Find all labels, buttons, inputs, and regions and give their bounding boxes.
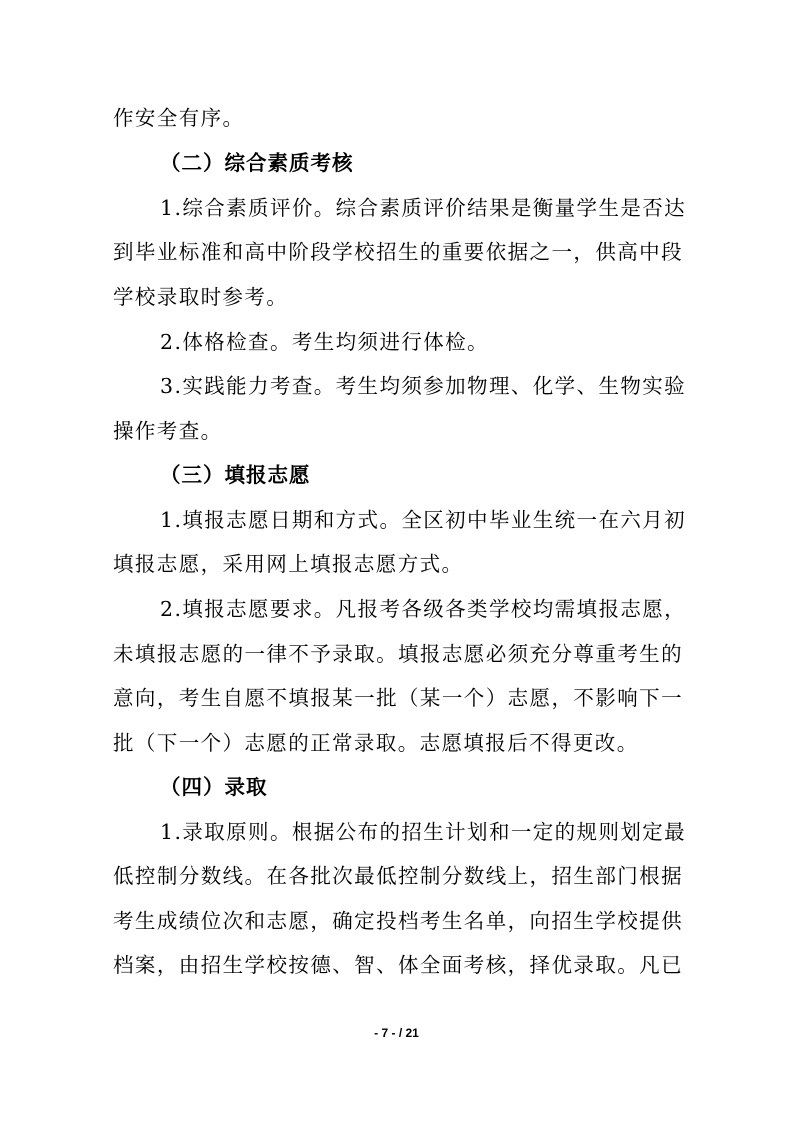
text-line: 2.填报志愿要求。凡报考各级各类学校均需填报志愿， (160, 597, 687, 621)
text-line: 1.填报志愿日期和方式。全区初中毕业生统一在六月初 (160, 508, 687, 532)
text-line: 档案，由招生学校按德、智、体全面考核，择优录取。凡已 (113, 953, 683, 977)
text-line: 1.录取原则。根据公布的招生计划和一定的规则划定最 (160, 820, 687, 844)
text-line: 考生成绩位次和志愿，确定投档考生名单，向招生学校提供 (113, 909, 683, 933)
text-line: 1.综合素质评价。综合素质评价结果是衡量学生是否达 (160, 196, 687, 220)
text-line: 到毕业标准和高中阶段学校招生的重要依据之一，供高中段 (113, 240, 683, 264)
text-line: 2.体格检查。考生均须进行体检。 (160, 330, 489, 354)
text-line: 填报志愿，采用网上填报志愿方式。 (113, 552, 464, 576)
text-line: 作安全有序。 (113, 106, 245, 130)
text-line: 3.实践能力考查。考生均须参加物理、化学、生物实验 (160, 374, 687, 398)
page-number: - 7 - / 21 (374, 1026, 419, 1040)
text-line: 未填报志愿的一律不予录取。填报志愿必须充分尊重考生的 (113, 642, 683, 666)
text-line: 批（下一个）志愿的正常录取。志愿填报后不得更改。 (113, 731, 639, 755)
text-line: 操作考查。 (113, 419, 223, 443)
text-line: 意向，考生自愿不填报某一批（某一个）志愿，不影响下一 (113, 686, 683, 710)
text-line: 低控制分数线。在各批次最低控制分数线上，招生部门根据 (113, 864, 683, 888)
text-line: 学校录取时参考。 (113, 285, 289, 309)
section-heading: （四）录取 (160, 775, 268, 799)
section-heading: （二）综合素质考核 (160, 151, 354, 175)
section-heading: （三）填报志愿 (160, 463, 311, 487)
